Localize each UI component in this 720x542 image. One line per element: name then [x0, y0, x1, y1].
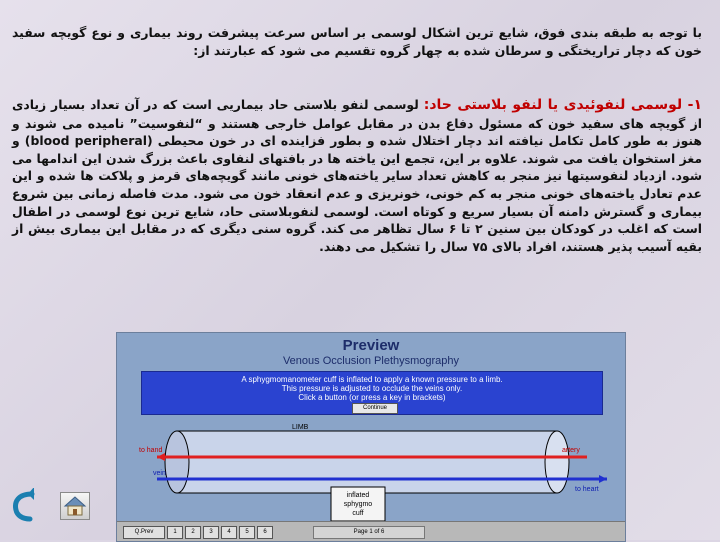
plethysmography-diagram — [117, 417, 625, 521]
instruction-line: A sphygmomanometer cuff is inflated to apply a known pressure to a limb. — [241, 375, 503, 384]
toolbar-button-4[interactable]: 4 — [221, 526, 237, 539]
intro-paragraph: با توجه به طبقه بندی فوق، شایع ترین اشکال لوسمی بر اساس سرعت پیشرفت روند بیماری و نوع گویچه سفید خون که دچار تراریختگی و سرطان شده به چهار گروه تقسیم می شود که عبارتند از: — [12, 25, 702, 58]
page-indicator: Page 1 of 6 — [313, 526, 425, 539]
artery-arrow-icon — [157, 453, 165, 461]
instruction-line: This pressure is adjusted to occlude the veins only. — [281, 384, 463, 393]
limb-end-right — [545, 431, 569, 493]
toolbar-button-prev[interactable]: Q.Prev — [123, 526, 165, 539]
home-button[interactable] — [60, 492, 90, 520]
curved-arrow-back-icon — [8, 488, 38, 524]
to-heart-label: to heart — [575, 486, 599, 493]
section-paragraph — [12, 96, 702, 255]
preview-subtitle: Venous Occlusion Plethysmography — [282, 355, 460, 367]
embedded-preview-screenshot — [116, 332, 626, 542]
continue-button[interactable]: Continue — [352, 403, 398, 414]
toolbar-button-6[interactable]: 6 — [257, 526, 273, 539]
toolbar-button-5[interactable]: 5 — [239, 526, 255, 539]
preview-title: Preview — [342, 337, 400, 354]
vein-arrow-icon — [599, 475, 607, 483]
cuff-label: cuff — [352, 510, 364, 517]
instruction-line: Click a button (or press a key in brackets) — [298, 393, 446, 402]
toolbar-button-2[interactable]: 2 — [185, 526, 201, 539]
to-hand-label: to hand — [139, 447, 163, 454]
toolbar-button-3[interactable]: 3 — [203, 526, 219, 539]
limb-end-left — [165, 431, 189, 493]
toolbar-button-1[interactable]: 1 — [167, 526, 183, 539]
limb-label: LIMB — [292, 424, 309, 431]
back-button[interactable] — [8, 488, 38, 524]
section-text: لوسمی لنفو بلاستی حاد بیماریی است که در آن تعداد بسیار زیادی از گویچه های سفید خون که مسئول دفاع بدن در مقابل عوامل خارجی هستند و “لنفوسیت” نامیده می شوند و هنوز به طور کامل تکامل نیافته اند دچار اختلال شده و بطور فزاینده ای در خون محیطی (blood peripheral) و مغز استخوان یافت می شوند. علاوه بر این، تجمع این یاخته ها در بافتهای لنفاوی باعث بزرگ شدن این اندامها می شود. ازدیاد لنفوسیتها نیز منجر به کاهش تعداد سایر یاخته‌های خونی مانند گویچه‌های قرمز و پلاکت ها شده و این عدم تعادل یاخته‌های خونی منجر به کم خونی، خونریزی و عدم انعقاد خون می شود. مدت فاصله زمانی بین شروع بیماری و گسترش دامنه آن بسیار سریع و کوتاه است. لوسمی لنفوبلاستی حاد، شایع ترین نوع لوسمی در اطفال است که اغلب در کودکان بین سنین ۲ تا ۶ سال تظاهر می کند. گروه سنی دیگری که در مقابل این بیماری بیش از بقیه آسیب پذیر هستند، افراد بالای ۷۵ سال را تشکیل می دهند. — [12, 97, 703, 254]
artery-label: artery — [562, 447, 580, 454]
vein-label: vein — [153, 470, 166, 477]
home-icon — [61, 493, 89, 519]
limb-shape — [177, 431, 557, 493]
cuff-label: inflated — [346, 492, 370, 499]
preview-toolbar — [117, 521, 625, 542]
cuff-label: sphygmo — [343, 501, 373, 508]
instruction-box — [141, 371, 603, 415]
section-heading: ۱- لوسمی لنفوئیدی یا لنفو بلاستی حاد: — [423, 97, 702, 113]
